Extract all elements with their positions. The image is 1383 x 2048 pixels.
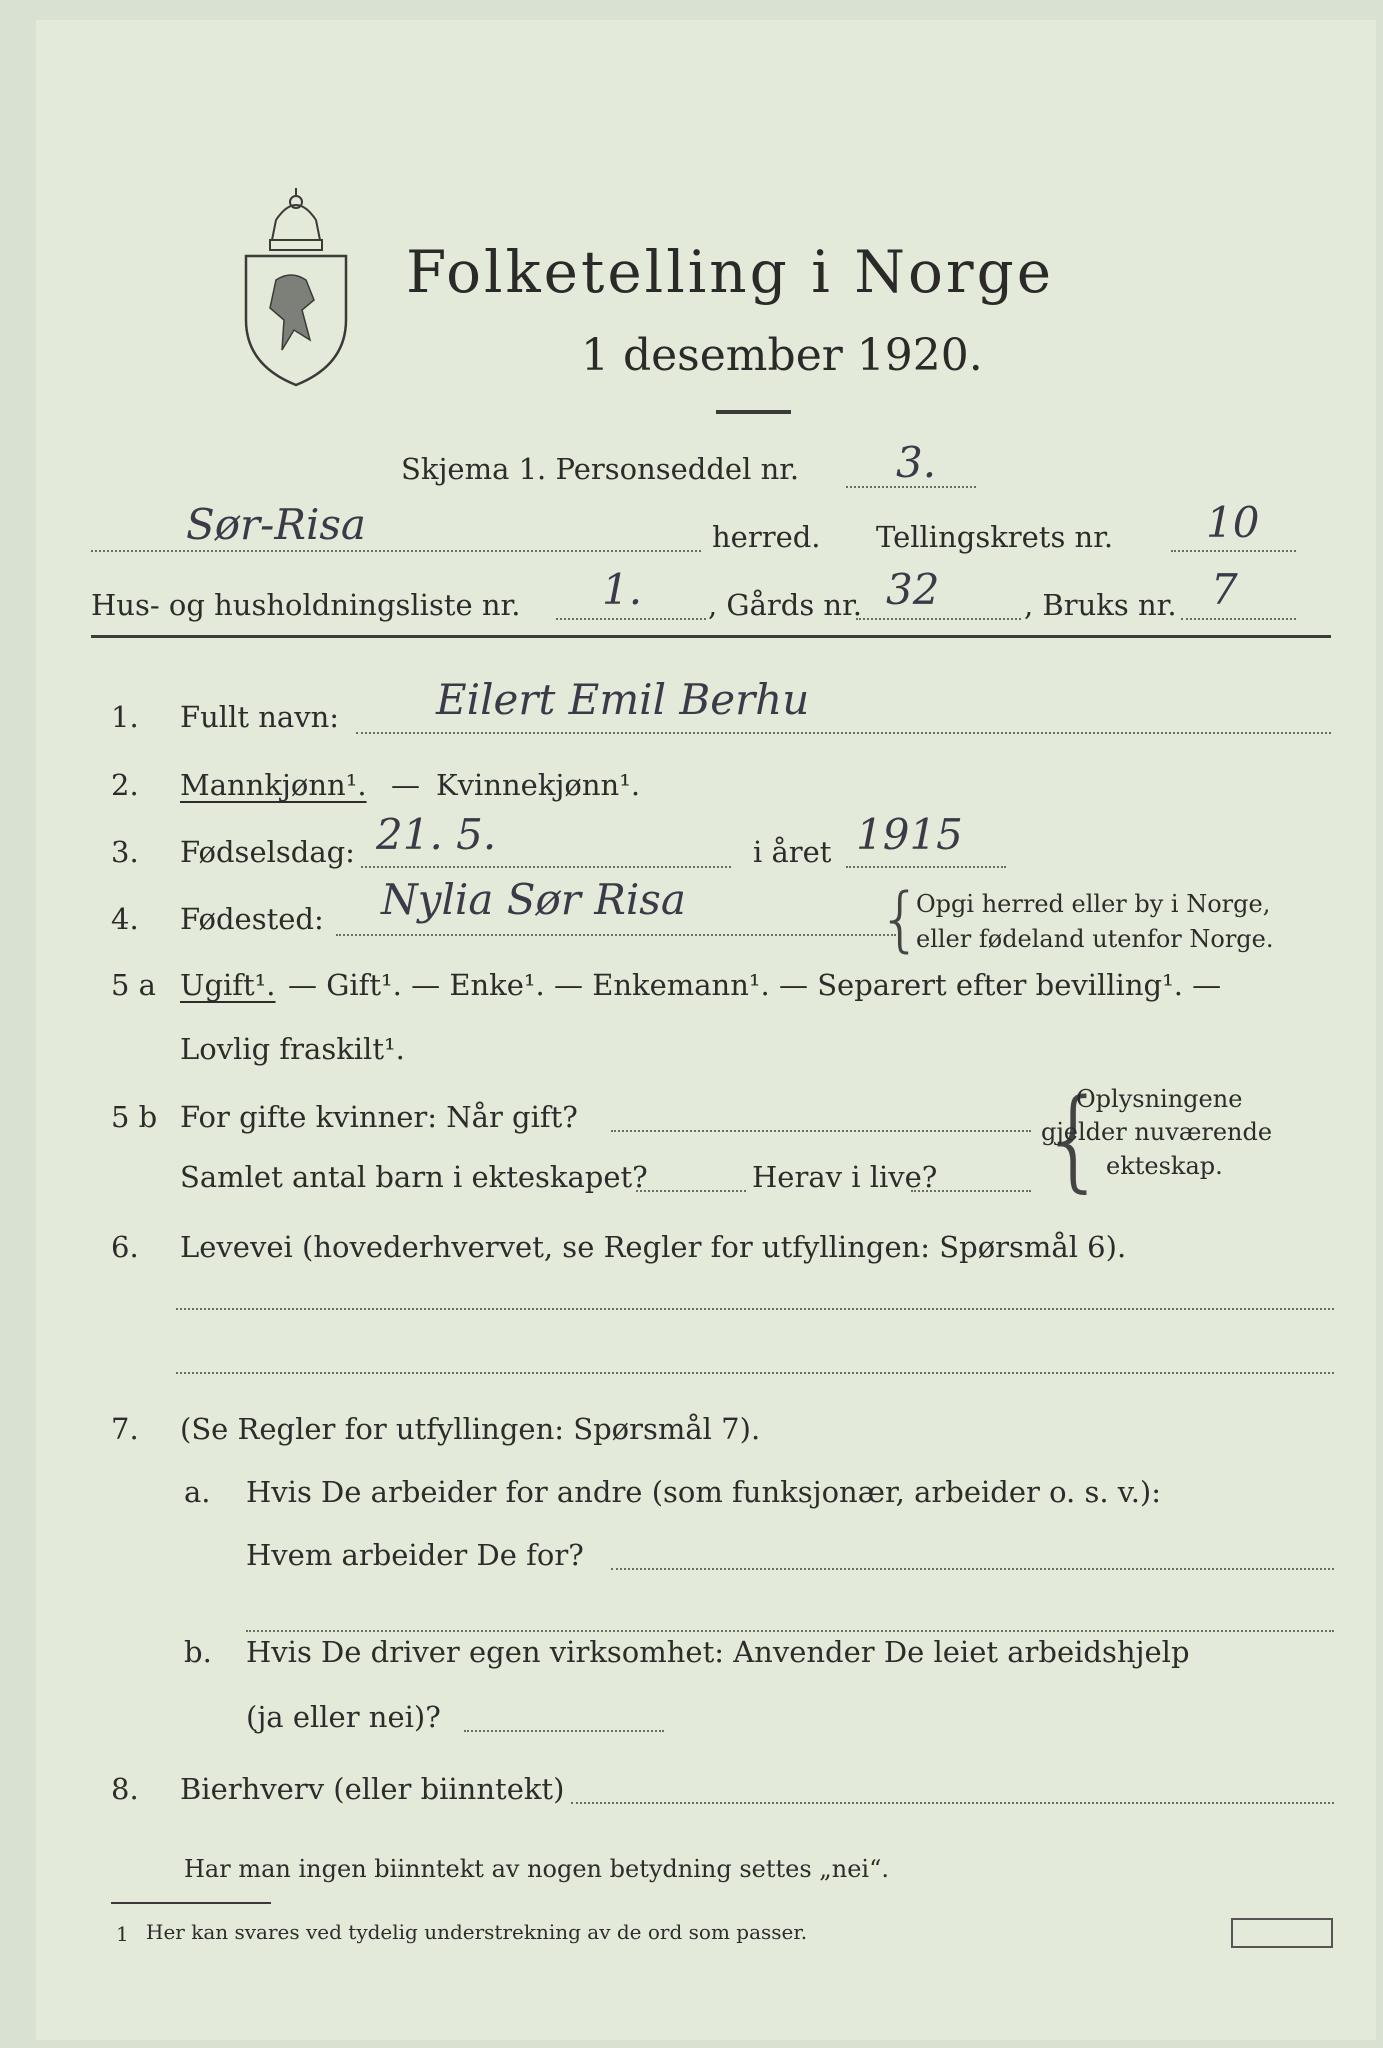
printer-stamp bbox=[1231, 1918, 1333, 1948]
coat-of-arms-icon bbox=[236, 180, 356, 390]
birth-year-field[interactable]: 1915 bbox=[856, 810, 963, 859]
census-date: 1 desember 1920. bbox=[581, 330, 983, 381]
q5a-options[interactable]: — Gift¹. — Enke¹. — Enkemann¹. — Separert efter bevilling¹. — bbox=[288, 968, 1222, 1002]
q7a-text: Hvis De arbeider for andre (som funksjonær, arbeider o. s. v.): bbox=[246, 1475, 1162, 1509]
q4-note-1: Opgi herred eller by i Norge, bbox=[916, 890, 1271, 918]
q8-label: Bierhverv (eller biinntekt) bbox=[180, 1772, 565, 1806]
q5b-number: 5 b bbox=[111, 1100, 158, 1134]
nei-note: Har man ingen biinntekt av nogen betydning settes „nei“. bbox=[184, 1855, 889, 1883]
q4-note-2: eller fødeland utenfor Norge. bbox=[916, 925, 1274, 953]
q4-brace: { bbox=[878, 878, 923, 960]
q7a-question: Hvem arbeider De for? bbox=[246, 1538, 584, 1572]
q5b-label-1: For gifte kvinner: Når gift? bbox=[180, 1100, 578, 1134]
q2-separator: — bbox=[391, 768, 420, 802]
footnote-text: Her kan svares ved tydelig understrekning av de ord som passer. bbox=[146, 1920, 808, 1944]
q1-number: 1. bbox=[111, 700, 139, 734]
q7-number: 7. bbox=[111, 1412, 139, 1446]
q5a-number: 5 a bbox=[111, 968, 156, 1002]
header-rule bbox=[91, 635, 1331, 638]
q3-number: 3. bbox=[111, 835, 139, 869]
bruks-field[interactable]: 7 bbox=[1211, 565, 1238, 614]
q2-male[interactable]: Mannkjønn¹. bbox=[180, 768, 367, 802]
q7b-number: b. bbox=[184, 1635, 212, 1669]
q7b-question: (ja eller nei)? bbox=[246, 1700, 441, 1734]
birthday-field[interactable]: 21. 5. bbox=[376, 810, 497, 859]
q6-label: Levevei (hovederhvervet, se Regler for utfyllingen: Spørsmål 6). bbox=[180, 1230, 1127, 1264]
q2-female[interactable]: Kvinnekjønn¹. bbox=[436, 768, 641, 802]
husliste-field[interactable]: 1. bbox=[602, 565, 643, 614]
q1-label: Fullt navn: bbox=[180, 700, 340, 734]
q5b-note-2: gjelder nuværende bbox=[1041, 1118, 1273, 1146]
footnote-rule bbox=[111, 1902, 271, 1904]
q5b-note-3: ekteskap. bbox=[1106, 1152, 1223, 1180]
q5b-note-1: Oplysningene bbox=[1076, 1085, 1243, 1113]
q7a-number: a. bbox=[184, 1475, 211, 1509]
q5b-brace: { bbox=[1039, 1075, 1109, 1203]
q8-number: 8. bbox=[111, 1772, 139, 1806]
gards-field[interactable]: 32 bbox=[886, 565, 940, 614]
husliste-label: Hus- og husholdningsliste nr. bbox=[91, 588, 521, 622]
q5b-label-2: Samlet antal barn i ekteskapet? bbox=[180, 1160, 648, 1194]
full-name-field[interactable]: Eilert Emil Berhu bbox=[436, 675, 810, 724]
birthplace-field[interactable]: Nylia Sør Risa bbox=[381, 875, 686, 924]
q6-number: 6. bbox=[111, 1230, 139, 1264]
q5a-ugift[interactable]: Ugift¹. bbox=[180, 968, 276, 1002]
herred-field[interactable]: Sør-Risa bbox=[186, 500, 366, 549]
q7-label: (Se Regler for utfyllingen: Spørsmål 7). bbox=[180, 1412, 761, 1446]
q5b-label-3: Herav i live? bbox=[752, 1160, 938, 1194]
bruks-label: , Bruks nr. bbox=[1024, 588, 1177, 622]
gards-label: , Gårds nr. bbox=[708, 588, 862, 622]
schema-number-field[interactable]: 3. bbox=[896, 438, 937, 487]
page-title: Folketelling i Norge bbox=[406, 238, 1055, 306]
herred-label: herred. bbox=[712, 520, 821, 554]
tellingskrets-field[interactable]: 10 bbox=[1206, 498, 1260, 547]
tellingskrets-label: Tellingskrets nr. bbox=[876, 520, 1114, 554]
schema-label: Skjema 1. Personseddel nr. bbox=[401, 452, 800, 486]
q4-label: Fødested: bbox=[180, 902, 324, 936]
q3-label: Fødselsdag: bbox=[180, 835, 355, 869]
q2-number: 2. bbox=[111, 768, 139, 802]
title-divider bbox=[716, 410, 791, 414]
census-form bbox=[36, 20, 1376, 2040]
footnote-number: 1 bbox=[116, 1922, 129, 1946]
q4-number: 4. bbox=[111, 902, 139, 936]
q5a-fraskilt[interactable]: Lovlig fraskilt¹. bbox=[180, 1032, 405, 1066]
q3-year-label: i året bbox=[753, 835, 832, 869]
q7b-text: Hvis De driver egen virksomhet: Anvender De leiet arbeidshjelp bbox=[246, 1635, 1190, 1669]
